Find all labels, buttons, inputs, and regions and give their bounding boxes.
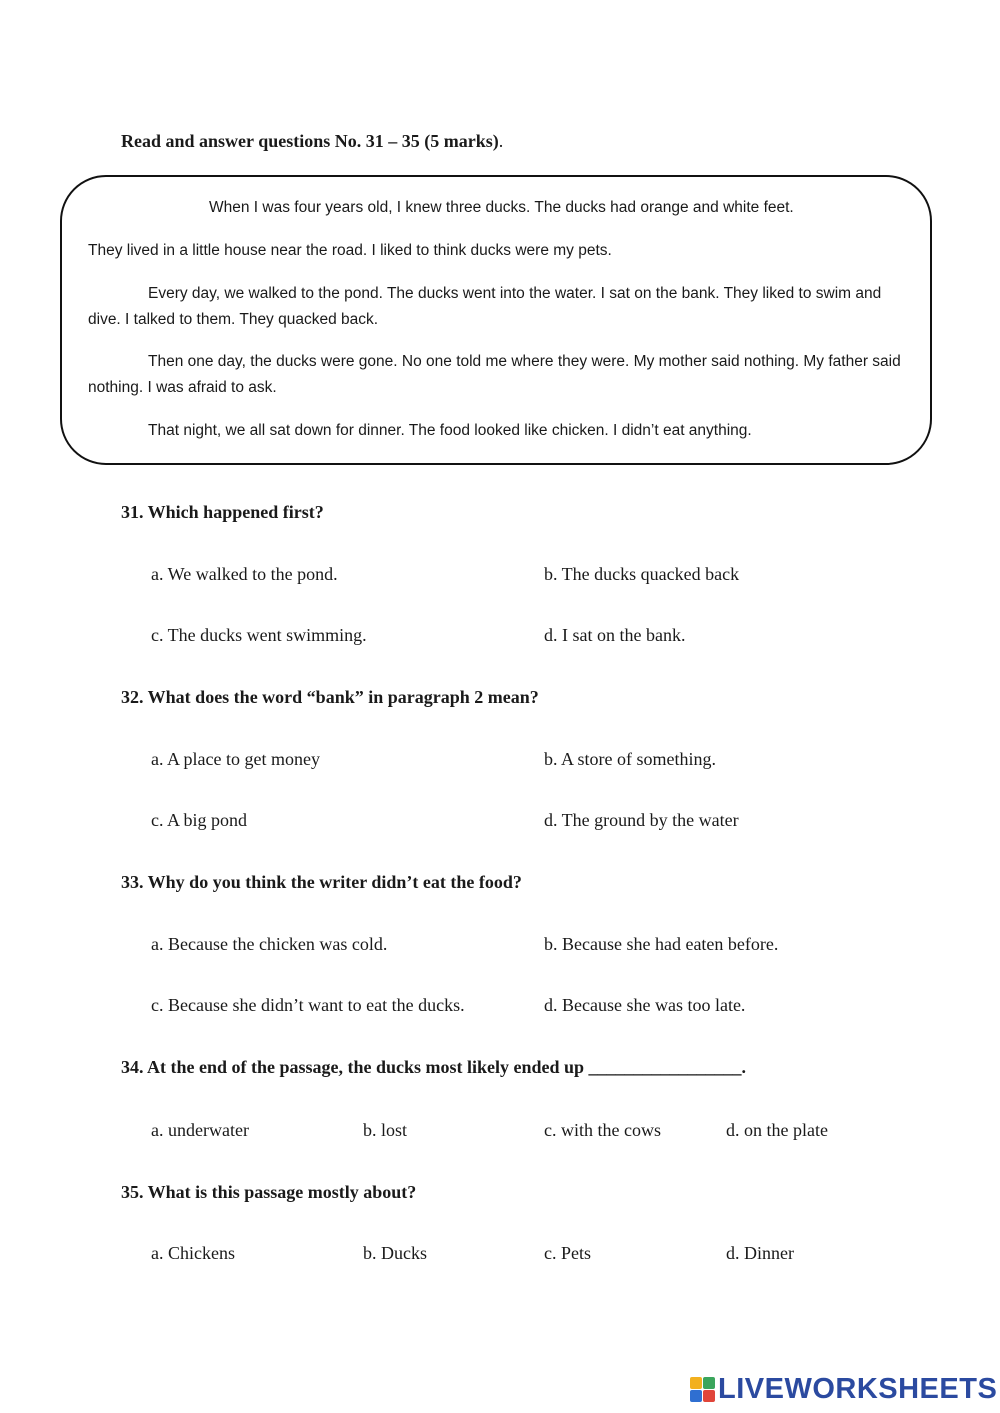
q35-option-d[interactable]: d. Dinner xyxy=(726,1243,794,1263)
q31-option-b[interactable]: b. The ducks quacked back xyxy=(544,564,740,584)
passage-paragraph-1-line-2: They lived in a little house near the road. I liked to think ducks were my pets. xyxy=(88,242,612,259)
passage-paragraph-2: Every day, we walked to the pond. The ducks went into the water. I sat on the bank. They liked to swim and dive. I talked to them. They quacked back. xyxy=(88,285,882,328)
logo-mark-icon xyxy=(690,1377,715,1402)
q34-option-d[interactable]: d. on the plate xyxy=(726,1120,828,1140)
q31-option-d[interactable]: d. I sat on the bank. xyxy=(544,625,686,645)
logo-text: LIVEWORKSHEETS xyxy=(718,1372,998,1405)
q33-option-a[interactable]: a. Because the chicken was cold. xyxy=(151,934,388,954)
q32-option-c[interactable]: c. A big pond xyxy=(151,810,248,830)
q33-option-b[interactable]: b. Because she had eaten before. xyxy=(544,934,779,954)
passage-paragraph-3: Then one day, the ducks were gone. No one told me where they were. My mother said nothing. My father said nothing. I was afraid to ask. xyxy=(88,353,901,396)
q31-option-a[interactable]: a. We walked to the pond. xyxy=(151,564,338,584)
logo-mark-letter-v xyxy=(690,1390,702,1402)
q33-option-d[interactable]: d. Because she was too late. xyxy=(544,995,746,1015)
q35-option-b[interactable]: b. Ducks xyxy=(363,1243,427,1263)
q31-option-c[interactable]: c. The ducks went swimming. xyxy=(151,625,367,645)
q33-option-c[interactable]: c. Because she didn’t want to eat the ducks. xyxy=(151,995,465,1015)
q34-option-b[interactable]: b. lost xyxy=(363,1120,408,1140)
question-33: 33. Why do you think the writer didn’t eat the food? xyxy=(121,872,522,892)
q35-option-a[interactable]: a. Chickens xyxy=(151,1243,235,1263)
passage-paragraph-1-line-1: When I was four years old, I knew three ducks. The ducks had orange and white feet. xyxy=(209,199,794,216)
question-32: 32. What does the word “bank” in paragraph 2 mean? xyxy=(121,687,539,707)
q32-option-a[interactable]: a. A place to get money xyxy=(151,749,320,769)
logo-mark-letter-e xyxy=(703,1390,715,1402)
question-34: 34. At the end of the passage, the ducks most likely ended up _________________. xyxy=(121,1057,747,1077)
instruction-heading: Read and answer questions No. 31 – 35 (5 marks). xyxy=(121,131,504,151)
q32-option-b[interactable]: b. A store of something. xyxy=(544,749,716,769)
question-35: 35. What is this passage mostly about? xyxy=(121,1182,417,1202)
logo-mark-letter-i xyxy=(703,1377,715,1389)
q35-option-c[interactable]: c. Pets xyxy=(544,1243,591,1263)
passage-paragraph-4: That night, we all sat down for dinner. The food looked like chicken. I didn’t eat anything. xyxy=(148,422,752,439)
logo-mark-letter-l xyxy=(690,1377,702,1389)
q34-option-c[interactable]: c. with the cows xyxy=(544,1120,661,1140)
q32-option-d[interactable]: d. The ground by the water xyxy=(544,810,739,830)
q34-option-a[interactable]: a. underwater xyxy=(151,1120,249,1140)
question-31: 31. Which happened first? xyxy=(121,502,324,522)
liveworksheets-logo[interactable] xyxy=(690,1373,997,1405)
